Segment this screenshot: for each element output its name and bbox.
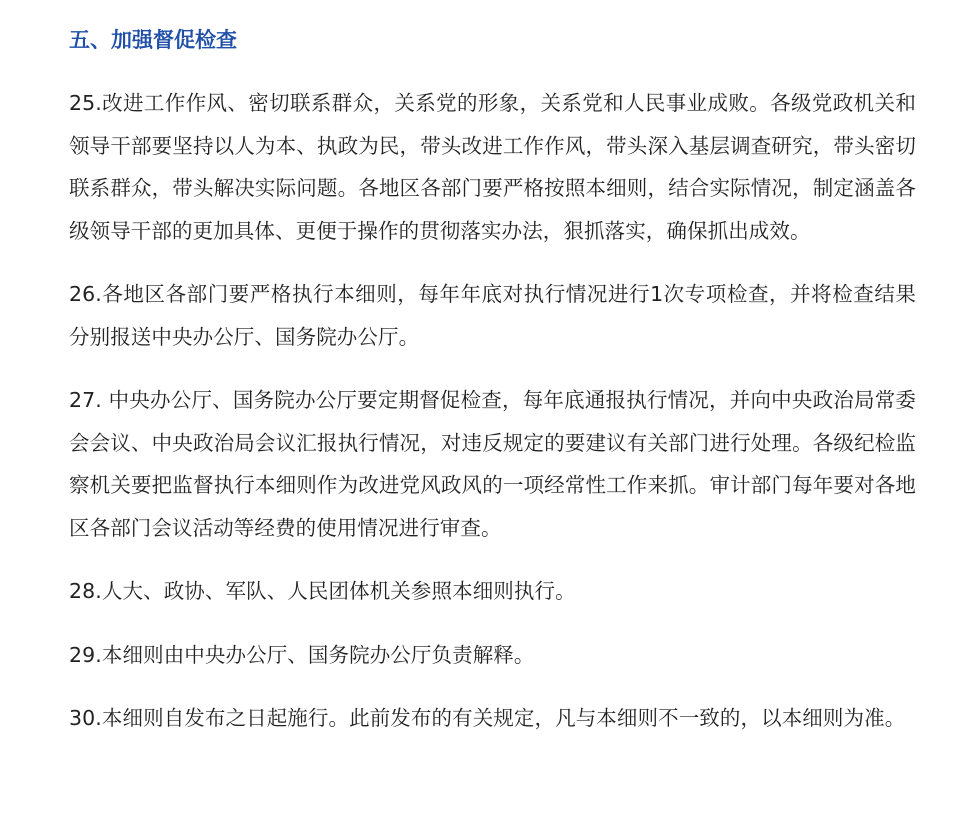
article-list <box>69 82 916 740</box>
article-27: 27. 中央办公厅、国务院办公厅要定期督促检查，每年底通报执行情况，并向中央政治局常委会会议、中央政治局会议汇报执行情况，对违反规定的要建议有关部门进行处理。各级纪检监察机关要把监督执行本细则作为改进党风政风的一项经常性工作来抓。审计部门每年要对各地区各部门会议活动等经费的使用情况进行审查。 <box>69 388 916 540</box>
article-30: 30.本细则自发布之日起施行。此前发布的有关规定，凡与本细则不一致的，以本细则为准。 <box>69 706 906 730</box>
article-28: 28.人大、政协、军队、人民团体机关参照本细则执行。 <box>69 579 576 603</box>
article-29: 29.本细则由中央办公厅、国务院办公厅负责解释。 <box>69 642 535 667</box>
article-26: 26.各地区各部门要严格执行本细则，每年年底对执行情况进行1次专项检查，并将检查结果分别报送中央办公厅、国务院办公厅。 <box>69 282 916 349</box>
section-title: 五、加强督促检查 <box>69 28 237 52</box>
article-25: 25.改进工作作风、密切联系群众，关系党的形象，关系党和人民事业成败。各级党政机关和领导干部要坚持以人为本、执政为民，带头改进工作作风，带头深入基层调查研究，带头密切联系群众，带头解决实际问题。各地区各部门要严格按照本细则，结合实际情况，制定涵盖各级领导干部的更加具体、更便于操作的贯彻落实办法，狠抓落实，确保抓出成效。 <box>69 91 916 243</box>
